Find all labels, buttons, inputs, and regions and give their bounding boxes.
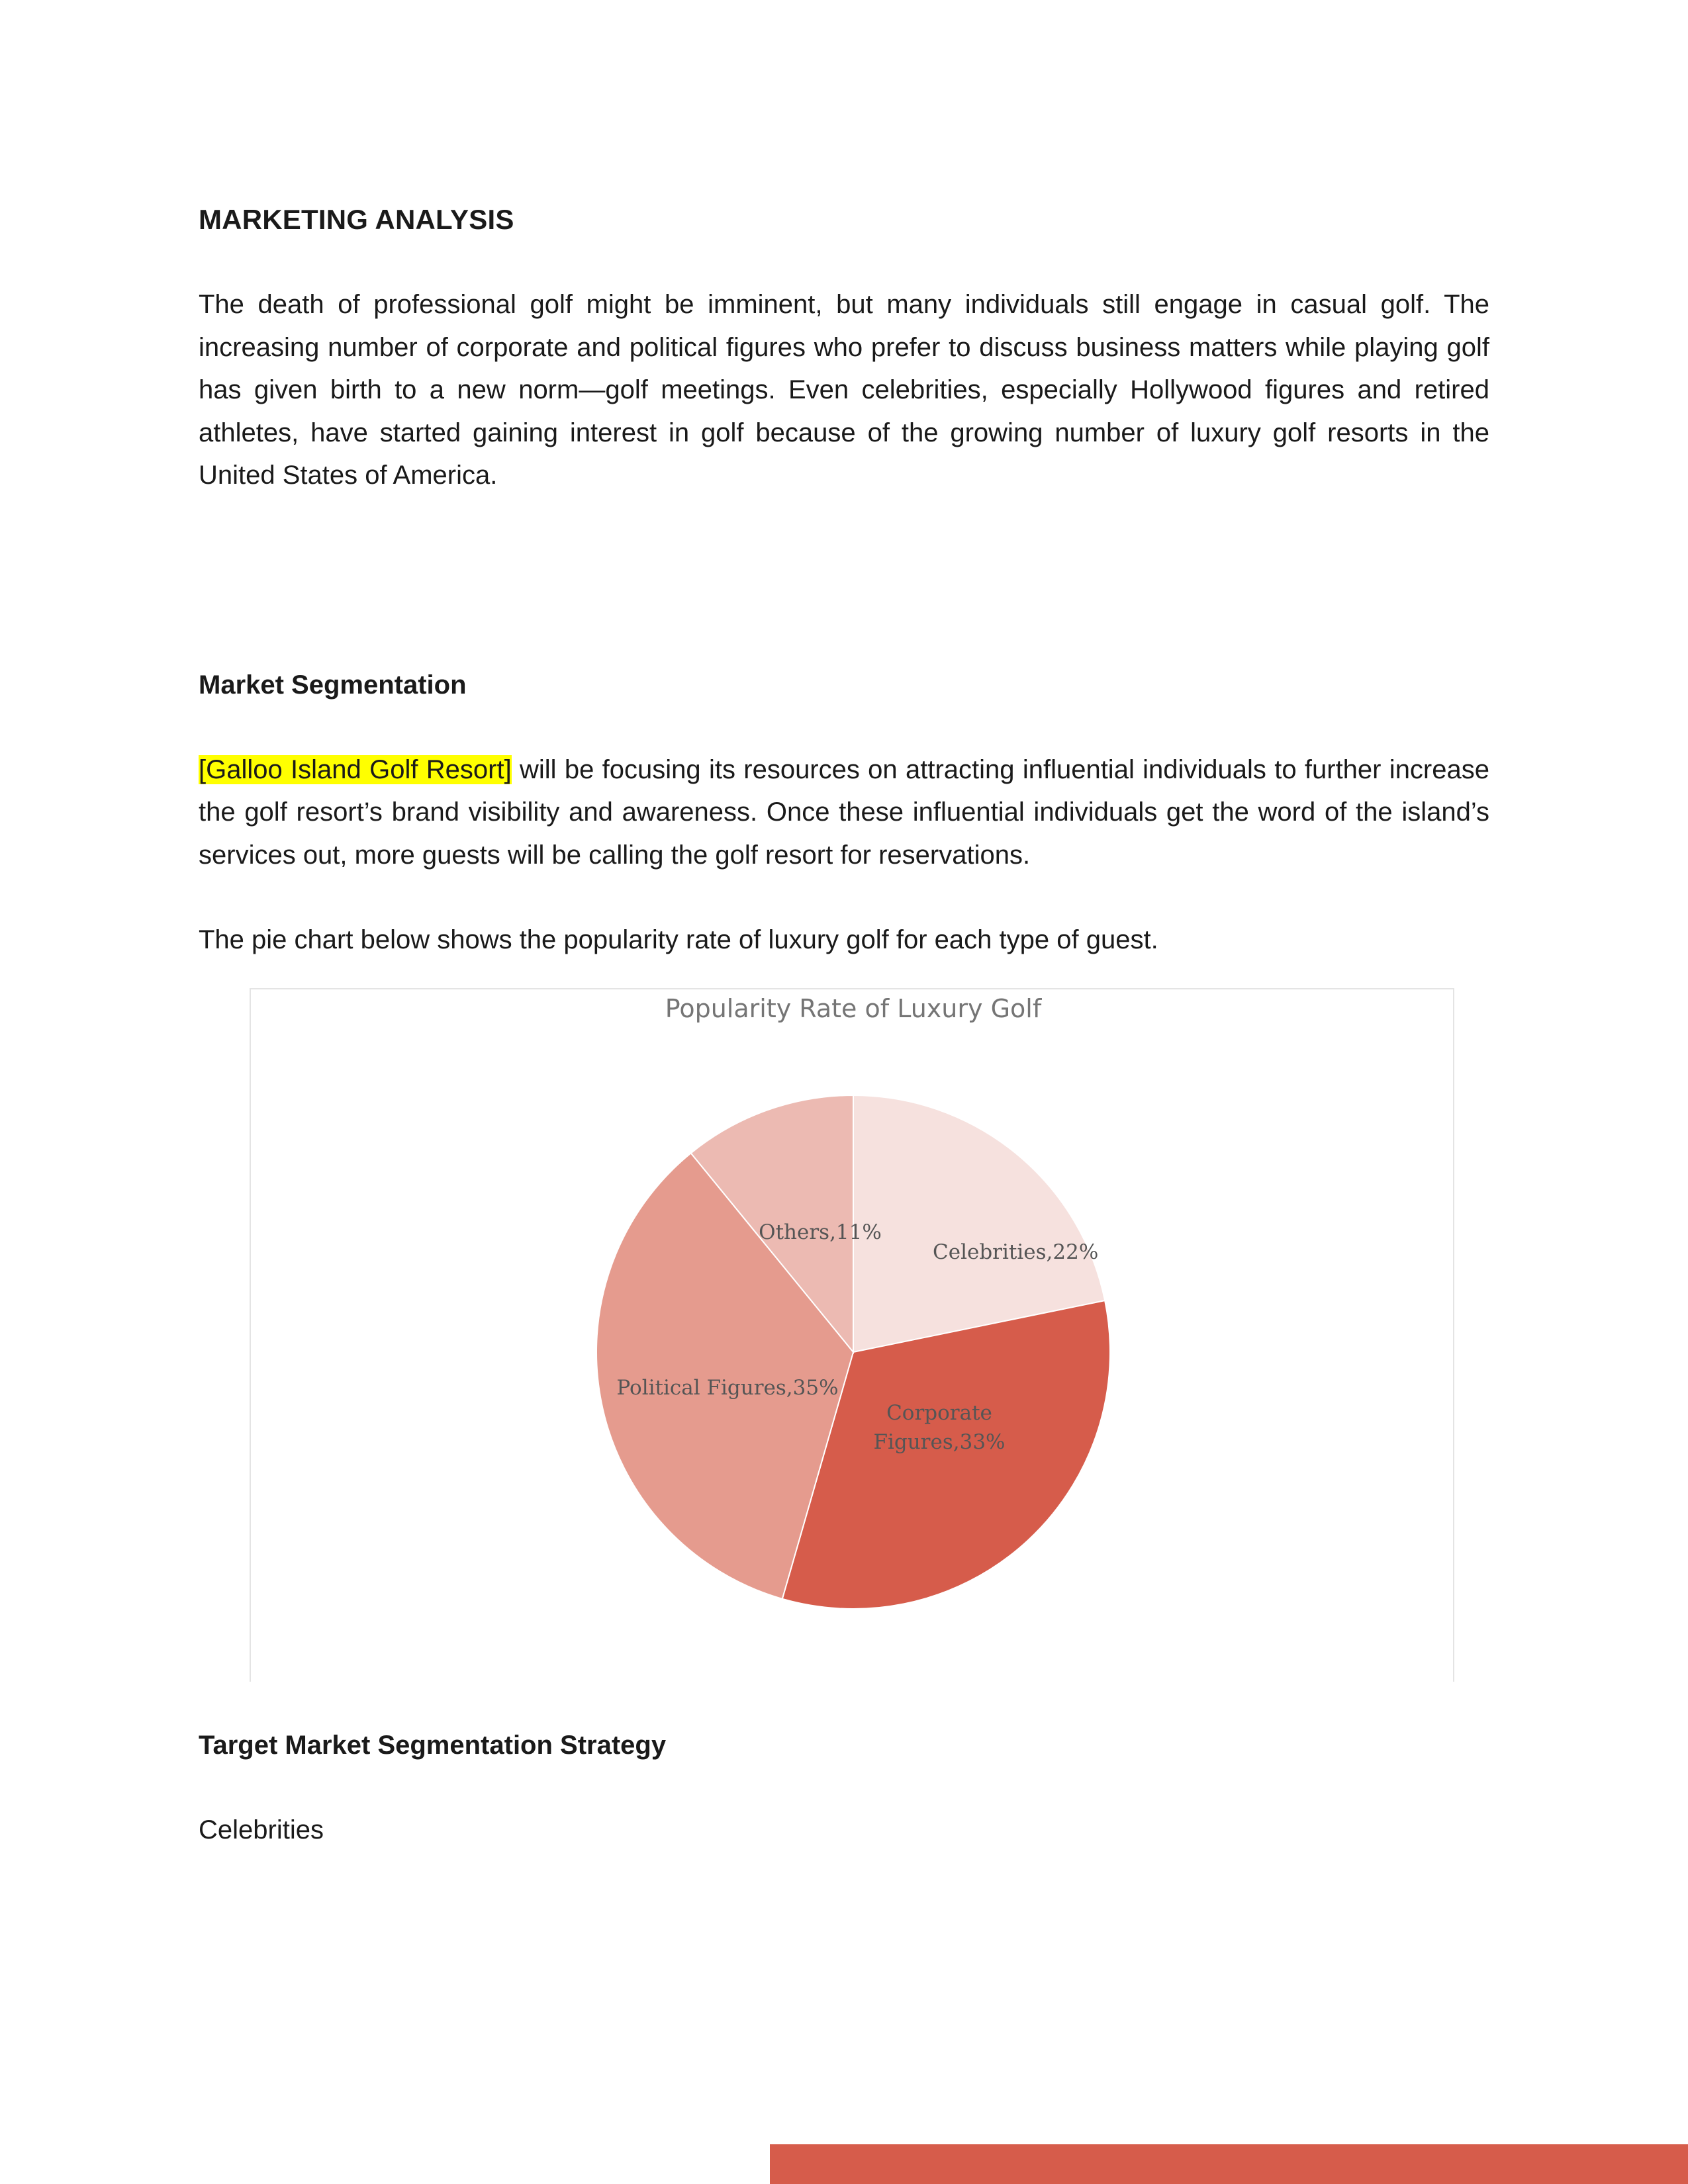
segmentation-paragraph-text: will be focusing its resources on attracting influential individuals to further increase the golf resort’s brand visibility and awareness. Once these influential individuals get the word of the island’s services out, more guests will be calling the golf resort for reservations. (199, 754, 1489, 870)
segmentation-paragraph (199, 749, 1489, 877)
target-strategy-heading: Target Market Segmentation Strategy (199, 1730, 667, 1760)
company-name-highlight: [Galloo Island Golf Resort] (199, 754, 512, 784)
intro-paragraph: The death of professional golf might be imminent, but many individuals still engage in casual golf. The increasing number of corporate and political figures who prefer to discuss business matters while playing golf has given birth to a new norm—golf meetings. Even celebrities, especially Hollywood figures and retired athletes, have started gaining interest in golf because of the growing number of luxury golf resorts in the United States of America. (199, 290, 1489, 490)
market-segmentation-heading: Market Segmentation (199, 670, 467, 700)
chart-intro-paragraph: The pie chart below shows the popularity rate of luxury golf for each type of guest. (199, 925, 1158, 954)
chart-title: Popularity Rate of Luxury Golf (665, 993, 1042, 1023)
footer-accent-bar (770, 2144, 1688, 2184)
pie-chart-svg (251, 989, 1456, 1683)
slice-label-corporate-figures: Corporate Figures,33% (873, 1400, 1006, 1454)
slice-label-others: Others,11% (759, 1220, 882, 1244)
page-heading: MARKETING ANALYSIS (199, 204, 514, 235)
pie-chart (250, 988, 1454, 1682)
slice-label-celebrities: Celebrities,22% (933, 1240, 1099, 1264)
celebrities-subheading: Celebrities (199, 1815, 324, 1844)
page-content (199, 199, 1489, 1851)
slice-label-political-figures: Political Figures,35% (616, 1375, 839, 1400)
